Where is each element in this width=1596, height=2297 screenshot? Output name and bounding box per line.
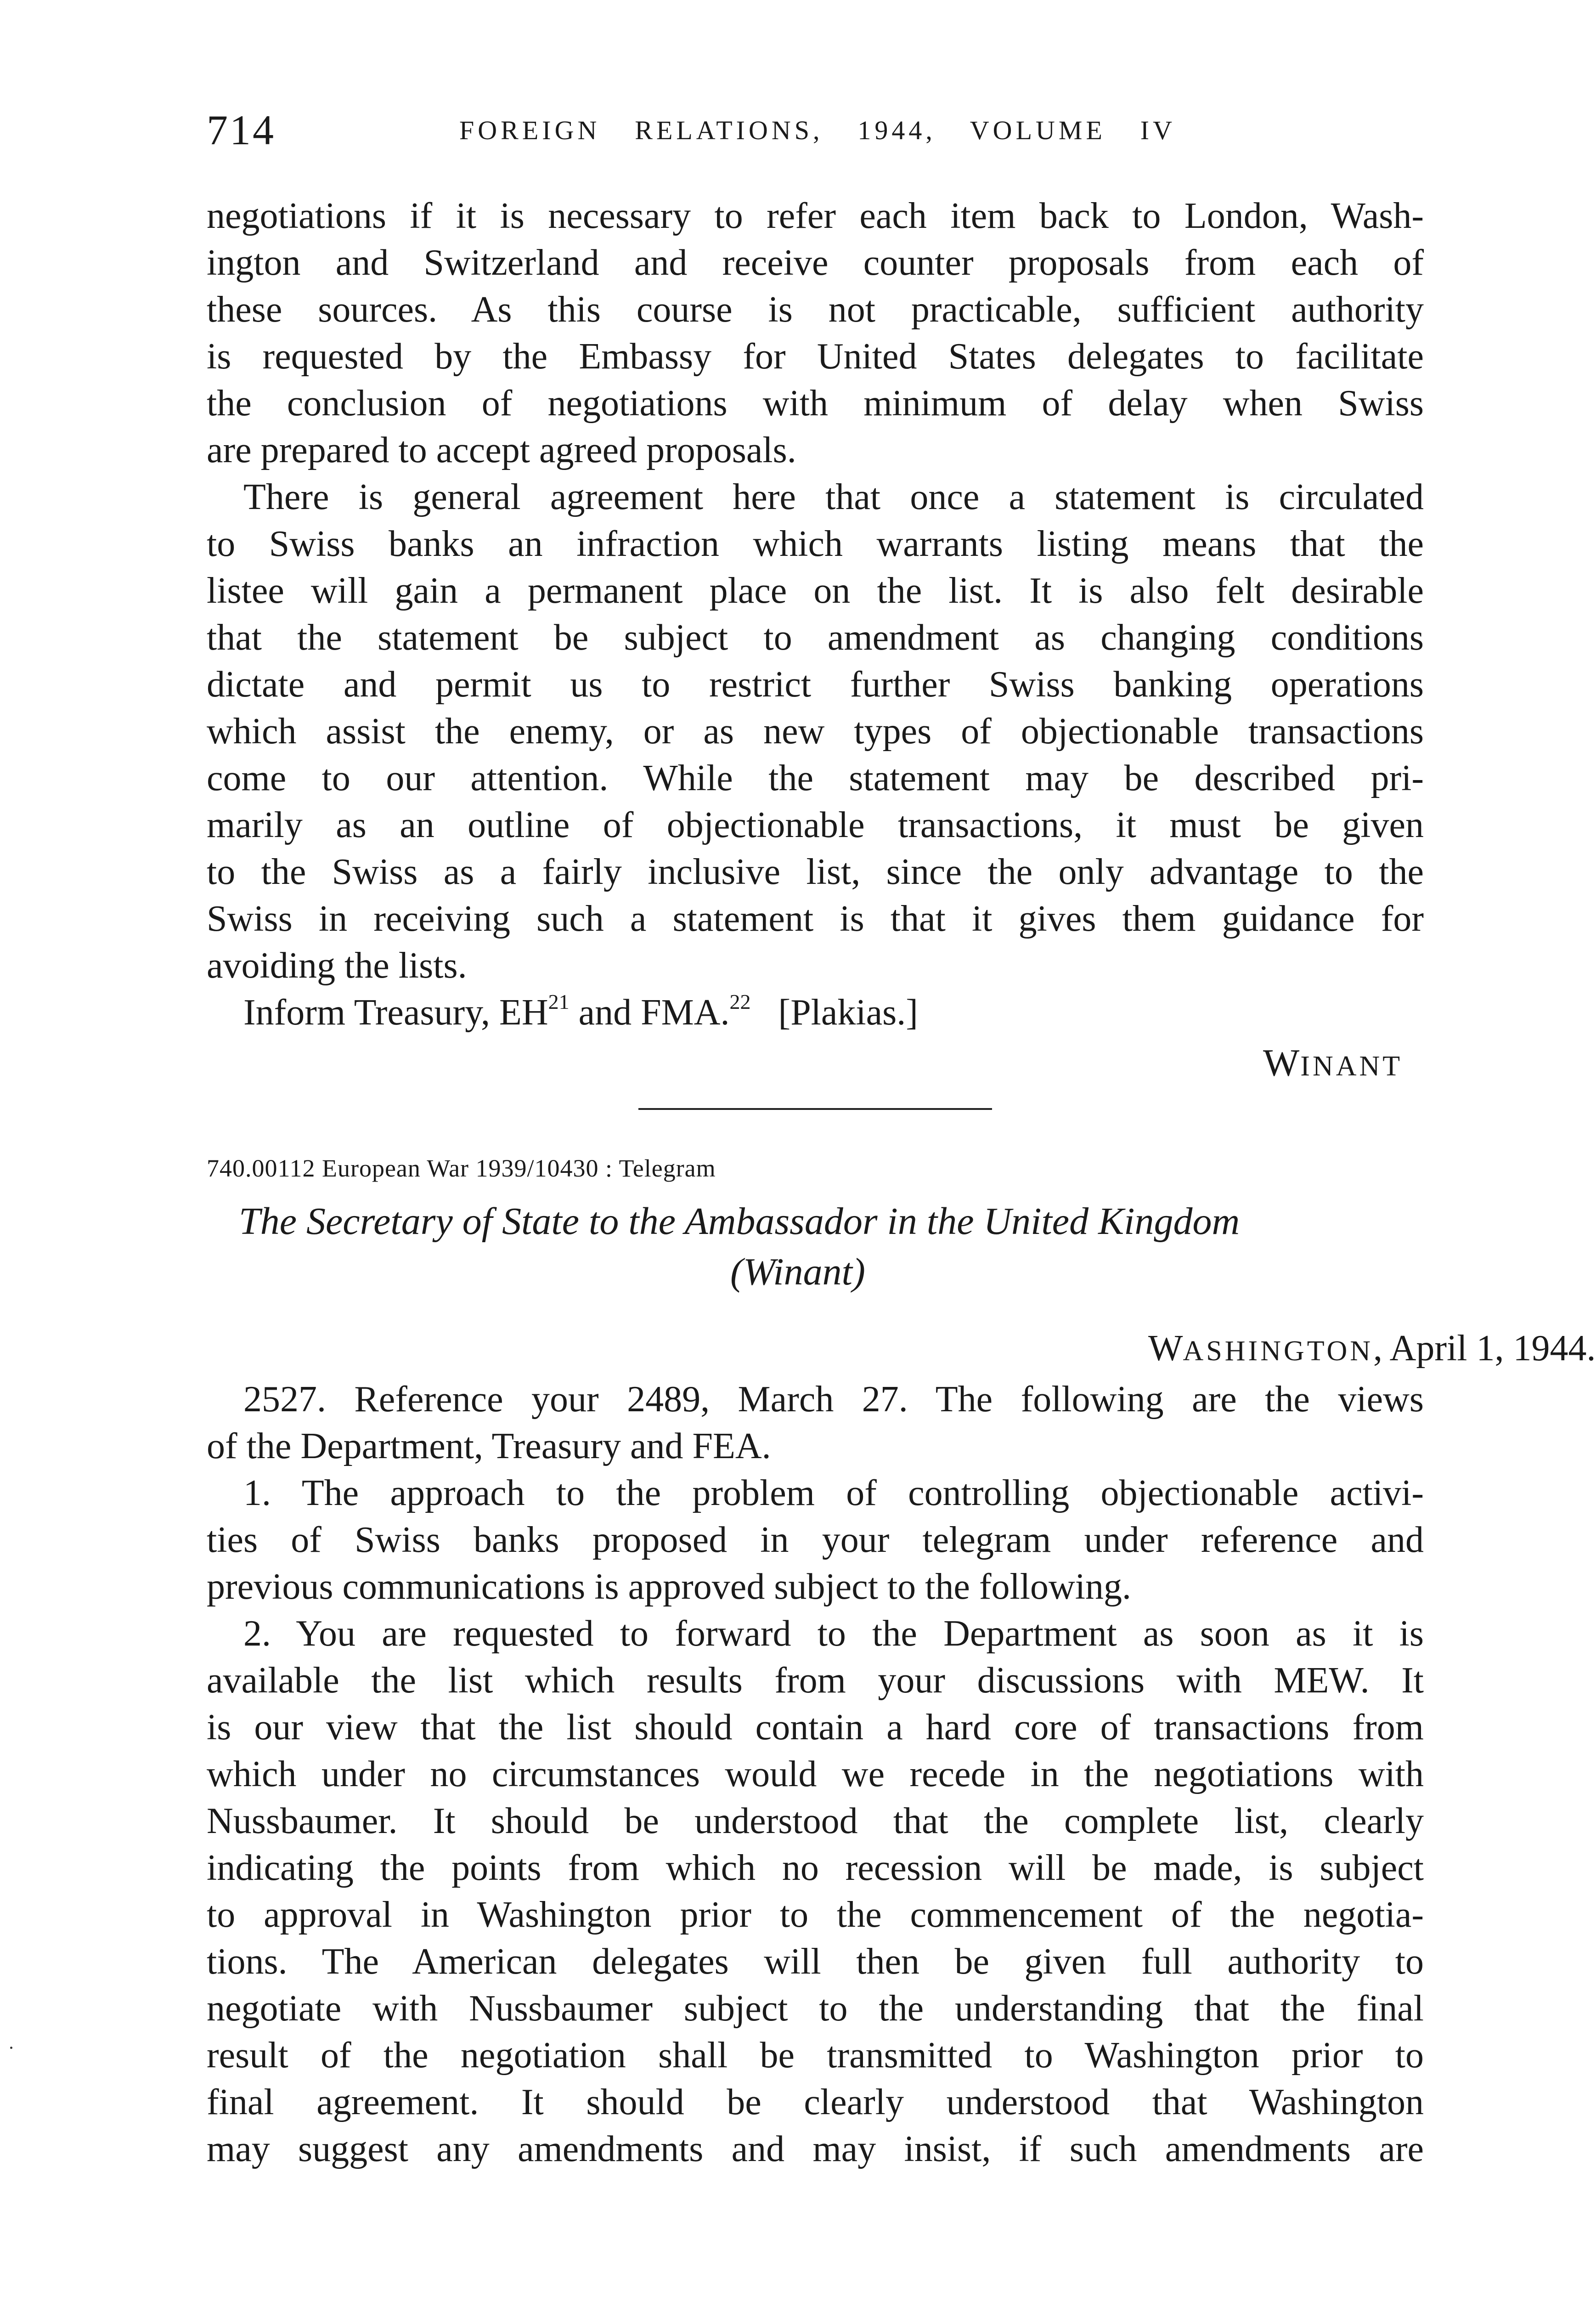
text-line: result of the negotiation shall be transmitted to Washington prior to [207,2035,1424,2076]
document-heading-recipient: (Winant) [730,1250,865,1293]
text-line: Swiss in receiving such a statement is that it gives them guidance for [207,899,1424,939]
text-line: There is general agreement here that once a statement is circulated [243,477,1424,517]
text-line: previous communications is approved subject to the following. [207,1567,1131,1607]
text-line: these sources. As this course is not practicable, sufficient authority [207,289,1424,330]
plakias-note: [Plakias.] [750,992,918,1033]
footnote-ref-21: 21 [548,990,570,1013]
dateline-place: WASHINGTON [1148,1328,1374,1369]
text-line: ington and Switzerland and receive counter proposals from each of [207,243,1424,283]
text-line: of the Department, Treasury and FEA. [207,1426,771,1466]
dateline [1148,1328,1596,1369]
running-head: FOREIGN RELATIONS, 1944, VOLUME IV [459,115,1176,145]
footnote-ref-22: 22 [729,990,751,1013]
text-line: available the list which results from your discussions with MEW. It [207,1660,1424,1701]
text-line: which assist the enemy, or as new types of objectionable transactions [207,711,1424,752]
text-line: Nussbaumer. It should be understood that the complete list, clearly [207,1801,1424,1841]
text-line: tions. The American delegates will then be given full authority to [207,1941,1424,1982]
text-line: to approval in Washington prior to the commencement of the negotia- [207,1895,1424,1935]
inform-text: Inform Treasury, EH [243,992,548,1033]
text-line: is requested by the Embassy for United States delegates to facilitate [207,336,1424,377]
signature [1263,1041,1403,1085]
file-number: 740.00112 European War 1939/10430 : Telegram [207,1154,716,1182]
text-line: 2527. Reference your 2489, March 27. The following are the views [243,1379,1424,1420]
scan-speck [10,2047,12,2049]
text-line: come to our attention. While the statement may be described pri- [207,758,1424,798]
text-line: that the statement be subject to amendment as changing conditions [207,617,1424,658]
text-line: indicating the points from which no recession will be made, is subject [207,1848,1424,1888]
inform-text: and FMA. [569,992,730,1033]
text-line: are prepared to accept agreed proposals. [207,430,796,470]
text-line: negotiations if it is necessary to refer each item back to London, Wash- [207,196,1424,236]
inform-line [243,990,1424,1035]
page-number: 714 [207,107,276,153]
section-divider [638,1108,992,1110]
text-line: avoiding the lists. [207,945,467,986]
text-line: final agreement. It should be clearly understood that Washington [207,2082,1424,2122]
text-line: marily as an outline of objectionable transactions, it must be given [207,805,1424,845]
text-line: negotiate with Nussbaumer subject to the understanding that the final [207,1988,1424,2029]
text-line: to Swiss banks an infraction which warrants listing means that the [207,524,1424,564]
text-line: 2. You are requested to forward to the Department as soon as it is [243,1613,1424,1654]
text-line: dictate and permit us to restrict further Swiss banking operations [207,664,1424,705]
document-heading: The Secretary of State to the Ambassador in the United Kingdom [239,1200,1240,1243]
text-line: ties of Swiss banks proposed in your telegram under reference and [207,1520,1424,1560]
text-line: may suggest any amendments and may insist, if such amendments are [207,2129,1424,2169]
signature-name: WINANT [1263,1041,1403,1084]
text-line: which under no circumstances would we recede in the negotiations with [207,1754,1424,1794]
dateline-date: , April 1, 1944. [1373,1328,1596,1369]
text-line: the conclusion of negotiations with minimum of delay when Swiss [207,383,1424,424]
text-line: is our view that the list should contain a hard core of transactions from [207,1707,1424,1748]
text-line: to the Swiss as a fairly inclusive list, since the only advantage to the [207,852,1424,892]
text-line: listee will gain a permanent place on the list. It is also felt desirable [207,571,1424,611]
text-line: 1. The approach to the problem of controlling objectionable activi- [243,1473,1424,1513]
